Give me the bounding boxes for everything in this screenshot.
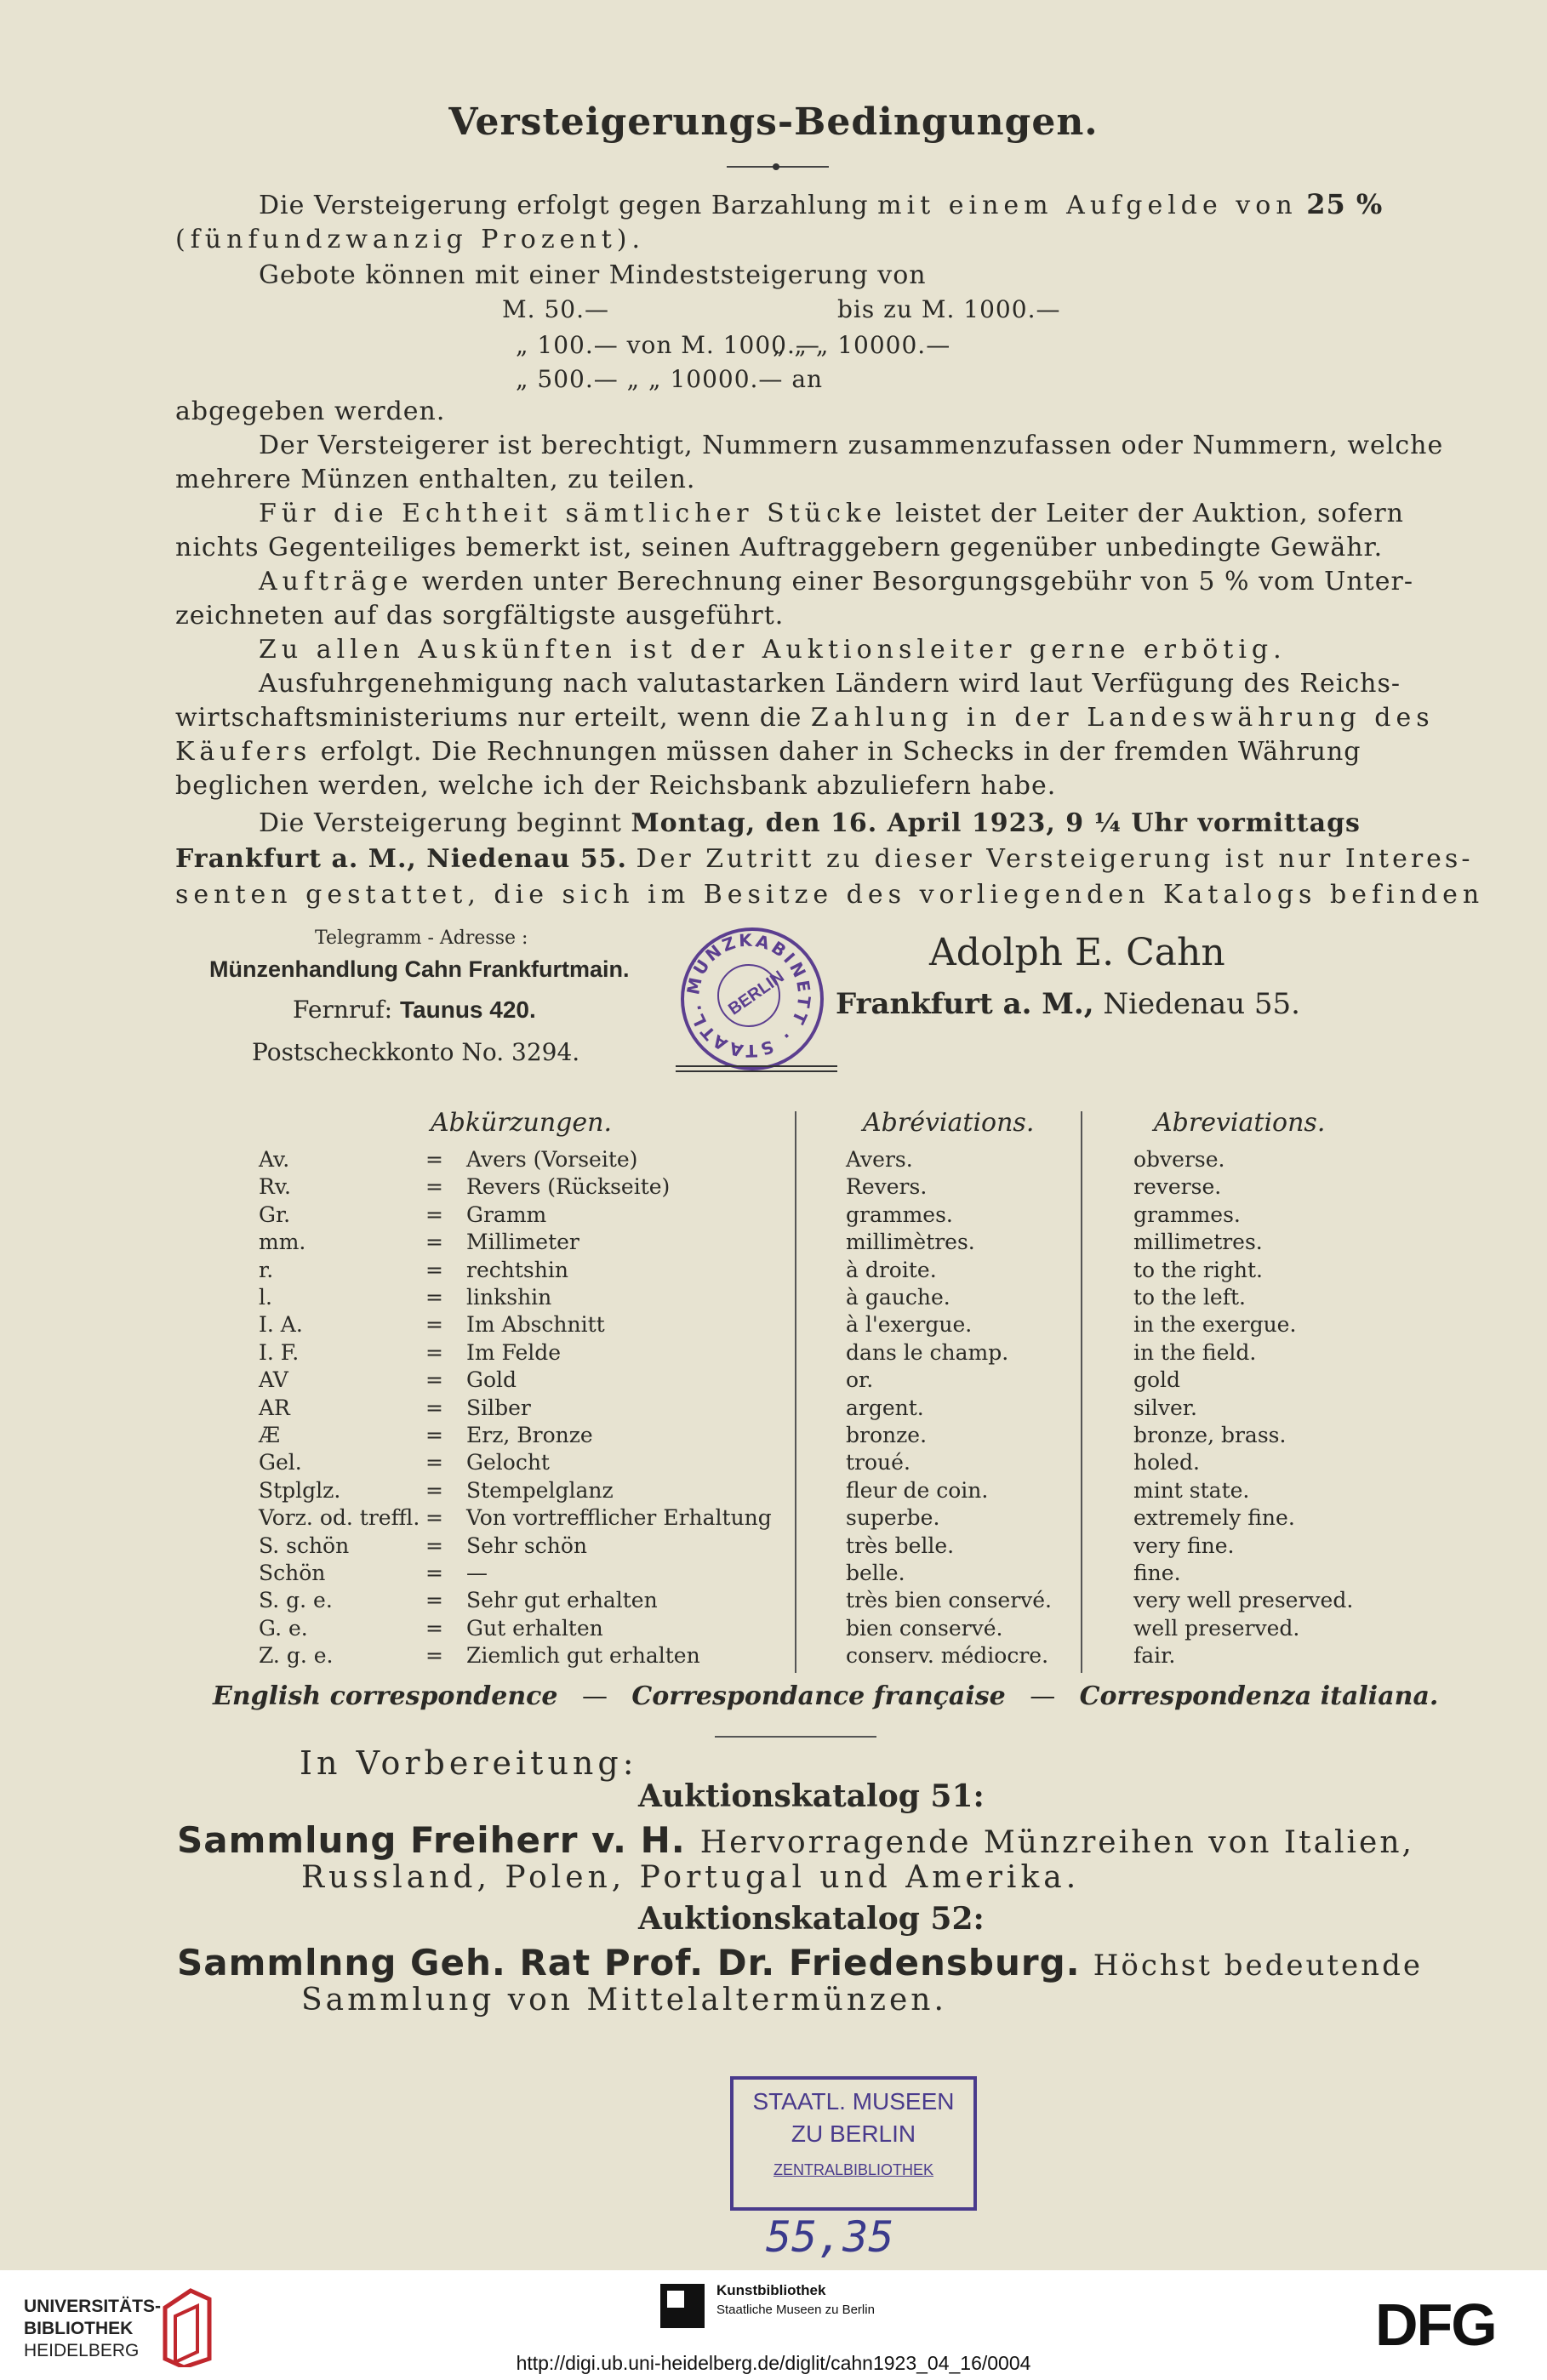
german-cell: Silber xyxy=(466,1395,531,1420)
english-cell: holed. xyxy=(1133,1450,1200,1475)
german-cell: — xyxy=(466,1561,488,1585)
muenzkabinett-stamp xyxy=(681,927,824,1070)
german-cell: Stempelglanz xyxy=(466,1478,614,1503)
german-cell: Revers (Rückseite) xyxy=(466,1174,671,1199)
french-cell: troué. xyxy=(846,1450,911,1475)
french-cell: à droite. xyxy=(846,1258,937,1282)
french-cell: millimètres. xyxy=(846,1230,975,1254)
correspondence-line: English correspondence — Correspondance française — Correspondenza italiana. xyxy=(213,1681,1439,1711)
french-cell: très bien conservé. xyxy=(846,1588,1053,1612)
abbr-cell: Vorz. od. treffl. xyxy=(259,1505,420,1530)
french-cell: à gauche. xyxy=(846,1285,950,1310)
col-header-en: Abreviations. xyxy=(1154,1108,1326,1138)
equals-cell: = xyxy=(425,1312,443,1337)
german-cell: Millimeter xyxy=(466,1230,579,1254)
terms-p3: abgegeben werden. xyxy=(175,397,446,426)
dealer-name: Adolph E. Cahn xyxy=(929,931,1225,974)
french-cell: grammes. xyxy=(846,1202,953,1227)
french-cell: dans le champ. xyxy=(846,1340,1009,1365)
stamp-rect-line1: STAATL. MUSEEN xyxy=(752,2088,955,2115)
french-cell: conserv. médiocre. xyxy=(846,1643,1049,1668)
table-divider-2 xyxy=(1081,1111,1082,1673)
equals-cell: = xyxy=(425,1147,443,1172)
german-cell: Erz, Bronze xyxy=(466,1423,593,1447)
terms-p4-line1: Der Versteigerer ist berechtigt, Nummern zusammenzufassen oder Nummern, welche xyxy=(259,431,1444,460)
equals-cell: = xyxy=(425,1643,443,1668)
terms-p6-line2: zeichneten auf das sorgfältigste ausgeführt. xyxy=(175,601,785,631)
equals-cell: = xyxy=(425,1202,443,1227)
preparation-label: In Vorbereitung: xyxy=(300,1744,638,1782)
terms-p5-line2: nichts Gegenteiliges bemerkt ist, seinen Auftraggebern gegenüber unbedingte Gewähr. xyxy=(175,533,1384,562)
terms-p8-line1: Ausfuhrgenehmigung nach valutastarken Ländern wird laut Verfügung des Reichs- xyxy=(259,669,1401,699)
english-cell: to the right. xyxy=(1133,1258,1263,1282)
abbr-cell: I. A. xyxy=(259,1312,303,1337)
postscheck: Postscheckkonto No. 3294. xyxy=(252,1038,580,1066)
german-cell: Gold xyxy=(466,1367,517,1392)
english-cell: fine. xyxy=(1133,1561,1181,1585)
german-cell: Im Abschnitt xyxy=(466,1312,605,1337)
bid-row-2a: „ 100.— von M. 1000.— xyxy=(516,331,820,359)
bid-row-1b: bis zu M. 1000.— xyxy=(837,295,1061,323)
terms-p8-line2: wirtschaftsministeriums nur erteilt, wenn die Zahlung in der Landeswährung des xyxy=(175,703,1435,733)
equals-cell: = xyxy=(425,1395,443,1420)
abbr-cell: AV xyxy=(259,1367,288,1392)
dealer-address: Frankfurt a. M., Niedenau 55. xyxy=(836,987,1300,1021)
english-cell: very well preserved. xyxy=(1133,1588,1354,1612)
catalog-52-line1: Sammlnng Geh. Rat Prof. Dr. Friedensburg. Höchst bedeutende xyxy=(177,1942,1423,1983)
equals-cell: = xyxy=(425,1174,443,1199)
english-cell: obverse. xyxy=(1133,1147,1225,1172)
equals-cell: = xyxy=(425,1478,443,1503)
french-cell: argent. xyxy=(846,1395,924,1420)
abbr-cell: Z. g. e. xyxy=(259,1643,334,1668)
abbr-cell: G. e. xyxy=(259,1616,308,1641)
terms-p1-line2: (fünfundzwanzig Prozent). xyxy=(175,225,645,254)
french-cell: très belle. xyxy=(846,1533,955,1558)
german-cell: Von vortrefflicher Erhaltung xyxy=(466,1505,772,1530)
abbr-cell: Rv. xyxy=(259,1174,291,1199)
equals-cell: = xyxy=(425,1505,443,1530)
terms-p9-line1: Die Versteigerung beginnt Montag, den 16. April 1923, 9 ¼ Uhr vormittags xyxy=(259,808,1361,838)
english-cell: bronze, brass. xyxy=(1133,1423,1287,1447)
german-cell: Avers (Vorseite) xyxy=(466,1147,638,1172)
bid-row-2b: „ „ „ 10000.— xyxy=(773,331,951,359)
french-cell: à l'exergue. xyxy=(846,1312,973,1337)
stamp-rect-line3: ZENTRALBIBLIOTHEK xyxy=(773,2161,934,2178)
german-cell: linkshin xyxy=(466,1285,552,1310)
abbr-cell: Æ xyxy=(259,1423,281,1447)
english-cell: grammes. xyxy=(1133,1202,1241,1227)
english-cell: well preserved. xyxy=(1133,1616,1300,1641)
english-cell: fair. xyxy=(1133,1643,1176,1668)
terms-p9-line3: senten gestattet, die sich im Besitze des vorliegenden Katalogs befinden xyxy=(175,880,1485,910)
stamp-inner-text: BERLIN xyxy=(725,967,788,1019)
french-cell: or. xyxy=(846,1367,874,1392)
kunstbibliothek-name: Kunstbibliothek xyxy=(716,2282,826,2298)
german-cell: Im Felde xyxy=(466,1340,562,1365)
catalog-51-heading: Auktionskatalog 51: xyxy=(638,1778,985,1814)
abbr-cell: Stplglz. xyxy=(259,1478,341,1503)
terms-p7: Zu allen Auskünften ist der Auktionsleiter gerne erbötig. xyxy=(259,635,1287,665)
french-cell: superbe. xyxy=(846,1505,940,1530)
kunstbibliothek-logo-icon xyxy=(659,2282,706,2330)
phone-line: Fernruf: Taunus 420. xyxy=(293,996,536,1024)
french-cell: bien conservé. xyxy=(846,1616,1003,1641)
terms-p8-line4: beglichen werden, welche ich der Reichsbank abzuliefern habe. xyxy=(175,771,1057,801)
abbr-cell: Av. xyxy=(259,1147,290,1172)
equals-cell: = xyxy=(425,1533,443,1558)
german-cell: Gelocht xyxy=(466,1450,550,1475)
abbr-cell: mm. xyxy=(259,1230,306,1254)
catalog-52-line2: Sammlung von Mittelaltermünzen. xyxy=(301,1983,947,2018)
equals-cell: = xyxy=(425,1285,443,1310)
terms-p8-line3: Käufers erfolgt. Die Rechnungen müssen daher in Schecks in der fremden Währung xyxy=(175,737,1361,767)
german-cell: Gramm xyxy=(466,1202,547,1227)
abbr-cell: S. g. e. xyxy=(259,1588,333,1612)
telegram-label: Telegramm - Adresse : xyxy=(315,927,528,949)
equals-cell: = xyxy=(425,1588,443,1612)
german-cell: Ziemlich gut erhalten xyxy=(466,1643,700,1668)
french-cell: Revers. xyxy=(846,1174,928,1199)
col-header-de: Abkürzungen. xyxy=(431,1108,612,1138)
terms-p9-line2: Frankfurt a. M., Niedenau 55. Der Zutritt zu dieser Versteigerung ist nur Interes- xyxy=(175,844,1474,874)
french-cell: belle. xyxy=(846,1561,905,1585)
handwritten-number: 55,35 xyxy=(766,2212,894,2262)
english-cell: reverse. xyxy=(1133,1174,1222,1199)
english-cell: in the exergue. xyxy=(1133,1312,1297,1337)
equals-cell: = xyxy=(425,1423,443,1447)
rule-under-stamp-1 xyxy=(676,1065,837,1067)
catalog-51-line2: Russland, Polen, Portugal und Amerika. xyxy=(301,1860,1081,1895)
equals-cell: = xyxy=(425,1561,443,1585)
dfg-logo: DFG xyxy=(1375,2292,1496,2358)
english-cell: extremely fine. xyxy=(1133,1505,1295,1530)
english-cell: gold xyxy=(1133,1367,1181,1392)
german-cell: Sehr schön xyxy=(466,1533,588,1558)
catalog-51-line1: Sammlung Freiherr v. H. Hervorragende Münzreihen von Italien, xyxy=(177,1819,1414,1861)
abbr-cell: Gel. xyxy=(259,1450,302,1475)
bid-row-1a: M. 50.— xyxy=(502,295,609,323)
french-cell: fleur de coin. xyxy=(846,1478,989,1503)
footer-bar xyxy=(0,2270,1547,2380)
german-cell: Sehr gut erhalten xyxy=(466,1588,658,1612)
english-cell: millimetres. xyxy=(1133,1230,1263,1254)
stamp-rect-line2: ZU BERLIN xyxy=(791,2120,916,2147)
rule-under-stamp-2 xyxy=(676,1070,837,1072)
table-divider-1 xyxy=(795,1111,796,1673)
equals-cell: = xyxy=(425,1340,443,1365)
equals-cell: = xyxy=(425,1367,443,1392)
abbr-cell: Schön xyxy=(259,1561,326,1585)
german-cell: rechtshin xyxy=(466,1258,568,1282)
col-header-fr: Abréviations. xyxy=(863,1108,1035,1138)
page-title: Versteigerungs-Bedingungen. xyxy=(448,100,1099,144)
catalog-52-heading: Auktionskatalog 52: xyxy=(638,1901,985,1937)
abbr-cell: r. xyxy=(259,1258,274,1282)
terms-p2: Gebote können mit einer Mindeststeigerung von xyxy=(259,260,927,290)
english-cell: silver. xyxy=(1133,1395,1197,1420)
equals-cell: = xyxy=(425,1616,443,1641)
english-cell: very fine. xyxy=(1133,1533,1235,1558)
title-divider xyxy=(727,166,829,168)
svg-text:MÜNZKABINETT · STAATL.: MÜNZKABINETT · STAATL. xyxy=(682,929,815,1062)
abbr-cell: I. F. xyxy=(259,1340,300,1365)
abbr-cell: AR xyxy=(259,1395,290,1420)
terms-p5-line1: Für die Echtheit sämtlicher Stücke leistet der Leiter der Auktion, sofern xyxy=(259,499,1405,528)
ub-heidelberg-logo-text: UNIVERSITÄTS- BIBLIOTHEK HEIDELBERG xyxy=(24,2297,162,2360)
kunstbibliothek-subtitle: Staatliche Museen zu Berlin xyxy=(716,2303,875,2317)
terms-p6-line1: Aufträge werden unter Berechnung einer Besorgungsgebühr von 5 % vom Unter- xyxy=(259,567,1413,596)
bid-row-3: „ 500.— „ „ 10000.— an xyxy=(516,365,824,393)
german-cell: Gut erhalten xyxy=(466,1616,603,1641)
telegram-address: Münzenhandlung Cahn Frankfurtmain. xyxy=(209,956,630,982)
section-divider xyxy=(715,1736,876,1738)
french-cell: Avers. xyxy=(846,1147,913,1172)
terms-p4-line2: mehrere Münzen enthalten, zu teilen. xyxy=(175,465,696,494)
english-cell: to the left. xyxy=(1133,1285,1246,1310)
equals-cell: = xyxy=(425,1450,443,1475)
source-url-link[interactable]: http://digi.ub.uni-heidelberg.de/diglit/cahn1923_04_16/0004 xyxy=(516,2352,1031,2374)
staatl-museen-stamp xyxy=(730,2076,977,2211)
english-cell: in the field. xyxy=(1133,1340,1257,1365)
french-cell: bronze. xyxy=(846,1423,928,1447)
equals-cell: = xyxy=(425,1230,443,1254)
abbr-cell: Gr. xyxy=(259,1202,291,1227)
equals-cell: = xyxy=(425,1258,443,1282)
terms-p1-line1: Die Versteigerung erfolgt gegen Barzahlung mit einem Aufgelde von 25 % xyxy=(259,188,1384,220)
abbr-cell: l. xyxy=(259,1285,272,1310)
english-cell: mint state. xyxy=(1133,1478,1250,1503)
abbr-cell: S. schön xyxy=(259,1533,350,1558)
